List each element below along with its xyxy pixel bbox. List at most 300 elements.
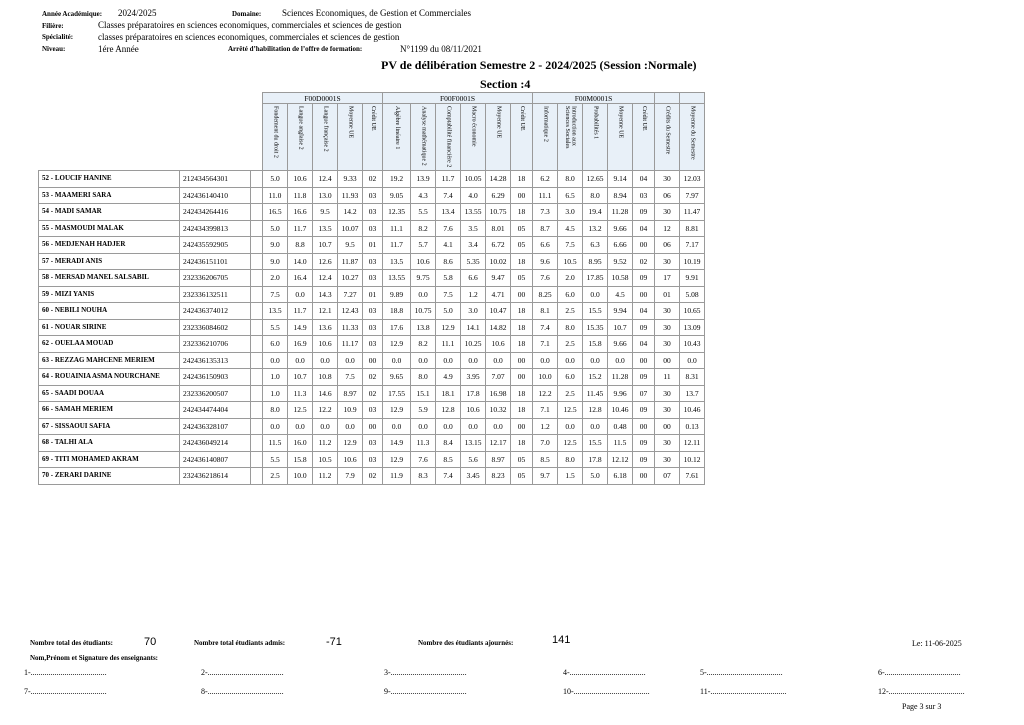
specialite-value: classes préparatoires en sciences economiques, commerciales et sciences de gestion [98,32,400,42]
grade-cell: 30 [655,435,680,452]
column-header: Probabilités 1 [592,106,599,140]
grade-cell: 10.0 [288,468,313,485]
grade-cell: 15.2 [583,369,608,386]
grades-table [38,92,705,485]
grade-cell: 11.9 [383,468,411,485]
grade-cell: 2.5 [558,385,583,402]
grade-cell: 9.14 [608,171,633,188]
grade-cell: 5.5 [411,204,436,221]
grade-cell: 13.55 [461,204,486,221]
grade-cell: 3.0 [558,204,583,221]
grade-cell: 4.3 [411,187,436,204]
grade-cell: 01 [655,286,680,303]
grade-cell: 8.25 [533,286,558,303]
grade-cell: 2.0 [263,270,288,287]
signature-label: Nom,Prénom et Signature des enseignants: [30,654,159,662]
grade-cell: 03 [363,220,383,237]
grade-cell: 30 [655,385,680,402]
grade-cell: 30 [655,253,680,270]
grade-cell: 2.5 [558,303,583,320]
grade-cell: 12.2 [313,402,338,419]
grade-cell: 30 [655,402,680,419]
table-row [39,171,705,188]
signature-line: 11-...................................... [700,687,787,696]
grade-cell: 17 [655,270,680,287]
grade-cell: 0.0 [313,352,338,369]
grade-cell: 11.5 [263,435,288,452]
grade-cell: 7.1 [533,402,558,419]
grade-cell: 9.05 [383,187,411,204]
grade-cell: 7.27 [338,286,363,303]
spacer-cell [251,435,263,452]
grade-cell: 13.6 [313,319,338,336]
grade-cell: 1.0 [263,369,288,386]
grade-cell: 05 [511,451,533,468]
grade-cell: 03 [363,451,383,468]
grade-cell: 11.45 [583,385,608,402]
grade-cell: 01 [363,286,383,303]
grade-cell: 0.0 [608,352,633,369]
grade-cell: 11.3 [288,385,313,402]
grade-cell: 00 [511,187,533,204]
grade-cell: 7.4 [533,319,558,336]
annee-value: 2024/2025 [118,8,157,18]
grade-cell: 8.7 [533,220,558,237]
grade-cell: 9.66 [608,220,633,237]
table-row [39,270,705,287]
grade-cell: 09 [633,402,655,419]
grade-cell: 11.17 [338,336,363,353]
grade-cell: 3.45 [461,468,486,485]
grade-cell: 03 [363,319,383,336]
grade-cell: 0.0 [263,418,288,435]
grade-cell: 09 [633,369,655,386]
grade-cell: 0.0 [338,352,363,369]
adjourned-value: 141 [552,634,571,646]
grade-cell: 8.81 [680,220,705,237]
grade-cell: 17.8 [583,451,608,468]
grade-cell: 9.75 [411,270,436,287]
spacer-cell [251,237,263,254]
grade-cell: 8.0 [558,319,583,336]
page-title: PV de délibération Semestre 2 - 2024/2025 (Session :Normale) [381,58,697,72]
grade-cell: 9.91 [680,270,705,287]
grade-cell: 00 [633,237,655,254]
grade-cell: 7.1 [533,336,558,353]
grade-cell: 15.1 [411,385,436,402]
spacer-cell [251,303,263,320]
grade-cell: 19.4 [583,204,608,221]
grade-cell: 2.0 [558,270,583,287]
grade-cell: 10.43 [680,336,705,353]
grade-cell: 11.28 [608,369,633,386]
grade-cell: 8.6 [436,253,461,270]
grade-cell: 13.15 [461,435,486,452]
grade-cell: 02 [363,369,383,386]
grade-cell: 2.5 [558,336,583,353]
grade-cell: 4.5 [558,220,583,237]
student-name: 67 - SISSAOUI SAFIA [39,418,180,435]
grade-cell: 04 [633,220,655,237]
column-header: Algèbre linéaire 1 [393,106,400,150]
grade-cell: 0.0 [436,352,461,369]
grade-cell: 0.0 [583,286,608,303]
grade-cell: 14.0 [288,253,313,270]
grade-cell: 11.7 [383,237,411,254]
grade-cell: 6.6 [533,237,558,254]
grade-cell: 11.7 [288,220,313,237]
grade-cell: 17.8 [461,385,486,402]
grade-cell: 15.8 [583,336,608,353]
student-name: 57 - MERADI ANIS [39,253,180,270]
grade-cell: 13.8 [411,319,436,336]
student-name: 63 - REZZAG MAHCENE MERIEM [39,352,180,369]
grade-cell: 18 [511,402,533,419]
grade-cell: 04 [633,171,655,188]
student-name: 52 - LOUCIF HANINE [39,171,180,188]
grade-cell: 1.2 [533,418,558,435]
grade-cell: 11.3 [411,435,436,452]
grade-cell: 03 [363,204,383,221]
grade-cell: 00 [655,352,680,369]
grade-cell: 9.94 [608,303,633,320]
grade-cell: 9.96 [608,385,633,402]
grade-cell: 11.1 [436,336,461,353]
grade-cell: 5.0 [263,220,288,237]
grade-cell: 11 [655,369,680,386]
spacer-cell [251,187,263,204]
student-matricule: 232336210706 [180,336,251,353]
grade-cell: 10.7 [608,319,633,336]
table-row [39,451,705,468]
spacer-cell [251,171,263,188]
grade-cell: 14.1 [461,319,486,336]
grade-cell: 15.35 [583,319,608,336]
grade-cell: 1.0 [263,385,288,402]
grade-cell: 12 [655,220,680,237]
grade-cell: 4.0 [461,187,486,204]
spacer-cell [251,451,263,468]
grade-cell: 8.0 [583,187,608,204]
grade-cell: 0.0 [583,352,608,369]
grade-cell: 8.94 [608,187,633,204]
grade-cell: 6.0 [558,286,583,303]
grade-cell: 12.17 [486,435,511,452]
grade-cell: 13.55 [383,270,411,287]
grade-cell: 13.5 [383,253,411,270]
grade-cell: 0.0 [436,418,461,435]
grade-cell: 7.61 [680,468,705,485]
grade-cell: 18.8 [383,303,411,320]
grade-cell: 6.0 [558,369,583,386]
student-name: 60 - NEBILI NOUHA [39,303,180,320]
grade-cell: 13.5 [263,303,288,320]
grade-cell: 5.0 [263,171,288,188]
column-header: Crédit UE [518,106,525,131]
grade-cell: 0.0 [583,418,608,435]
table-row [39,369,705,386]
grade-cell: 14.2 [338,204,363,221]
grade-cell: 0.0 [533,352,558,369]
grade-cell: 16.0 [288,435,313,452]
grade-cell: 07 [655,468,680,485]
grade-cell: 09 [633,435,655,452]
grade-cell: 0.0 [383,352,411,369]
grade-cell: 00 [511,352,533,369]
document-date: Le: 11-06-2025 [912,639,962,648]
grade-cell: 05 [511,468,533,485]
grade-cell: 11.7 [436,171,461,188]
grade-cell: 10.7 [313,237,338,254]
column-header: Moyenne du Semestre [689,106,696,160]
grade-cell: 10.12 [680,451,705,468]
domaine-value: Sciences Economiques, de Gestion et Commerciales [282,8,471,18]
module-header: F00M0001S [533,93,655,104]
student-name: 62 - OUELAA MOUAD [39,336,180,353]
grade-cell: 8.5 [436,451,461,468]
grade-cell: 16.4 [288,270,313,287]
grade-cell: 6.72 [486,237,511,254]
student-matricule: 242436328107 [180,418,251,435]
grade-cell: 9.33 [338,171,363,188]
grade-cell: 3.95 [461,369,486,386]
grade-cell: 4.1 [436,237,461,254]
grade-cell: 0.0 [383,418,411,435]
student-name: 66 - SAMAH MERIEM [39,402,180,419]
grade-cell: 09 [633,270,655,287]
grade-cell: 0.0 [411,418,436,435]
table-row [39,319,705,336]
student-matricule: 242436049214 [180,435,251,452]
grade-cell: 00 [633,286,655,303]
grade-cell: 8.0 [558,451,583,468]
grade-cell: 10.6 [461,402,486,419]
grade-cell: 8.2 [411,336,436,353]
table-row [39,253,705,270]
grade-cell: 5.0 [583,468,608,485]
grade-cell: 3.4 [461,237,486,254]
student-matricule: 242436151101 [180,253,251,270]
grade-cell: 4.71 [486,286,511,303]
student-matricule: 242436150903 [180,369,251,386]
grade-cell: 7.6 [533,270,558,287]
signature-line: 6-...................................... [878,668,961,677]
student-name: 56 - MEDJENAH HADJER [39,237,180,254]
student-matricule: 232336200507 [180,385,251,402]
grade-cell: 13.5 [313,220,338,237]
column-header: Crédits du Semestre [664,106,671,155]
table-row [39,435,705,452]
grade-cell: 19.2 [383,171,411,188]
grade-cell: 18 [511,171,533,188]
grade-cell: 0.0 [313,418,338,435]
table-row [39,418,705,435]
table-row [39,220,705,237]
grade-cell: 11.93 [338,187,363,204]
signature-line: 10-...................................... [563,687,650,696]
grade-cell: 9.89 [383,286,411,303]
grade-cell: 10.75 [411,303,436,320]
grade-cell: 30 [655,171,680,188]
grade-cell: 10.47 [486,303,511,320]
grade-cell: 00 [633,418,655,435]
grade-cell: 10.6 [486,336,511,353]
spacer-cell [251,336,263,353]
admitted-value: -71 [326,636,342,648]
signature-line: 5-...................................... [700,668,783,677]
grade-cell: 00 [633,468,655,485]
signature-line: 9-...................................... [384,687,467,696]
grade-cell: 6.2 [533,171,558,188]
student-name: 64 - ROUAINIA ASMA NOURCHANE [39,369,180,386]
student-name: 55 - MASMOUDI MALAK [39,220,180,237]
grade-cell: 06 [655,237,680,254]
grade-cell: 14.6 [313,385,338,402]
grade-cell: 8.31 [680,369,705,386]
grade-cell: 9.5 [338,237,363,254]
grade-cell: 11.47 [680,204,705,221]
grade-cell: 9.65 [383,369,411,386]
filiere-label: Filière: [42,22,64,30]
grade-cell: 05 [511,220,533,237]
student-name: 61 - NOUAR SIRINE [39,319,180,336]
grade-cell: 03 [363,303,383,320]
grade-cell: 3.5 [461,220,486,237]
table-row [39,352,705,369]
column-header: Macro économie [470,106,477,147]
student-name: 69 - TITI MOHAMED AKRAM [39,451,180,468]
grade-cell: 10.19 [680,253,705,270]
signature-line: 8-...................................... [201,687,284,696]
grade-cell: 15.8 [288,451,313,468]
grade-cell: 15.5 [583,303,608,320]
grade-cell: 7.5 [436,286,461,303]
student-matricule: 212434564301 [180,171,251,188]
grade-cell: 0.0 [411,352,436,369]
grade-cell: 10.5 [558,253,583,270]
grade-cell: 30 [655,204,680,221]
grade-cell: 7.5 [338,369,363,386]
student-matricule: 242436140807 [180,451,251,468]
grade-cell: 03 [363,270,383,287]
grade-cell: 8.0 [263,402,288,419]
column-header: Fondement du droit 2 [272,106,279,158]
total-students-value: 70 [144,636,157,648]
grade-cell: 8.5 [533,451,558,468]
grade-cell: 0.0 [461,352,486,369]
student-matricule: 242434474404 [180,402,251,419]
grade-cell: 0.0 [558,352,583,369]
grade-cell: 12.8 [583,402,608,419]
grade-cell: 06 [655,187,680,204]
grade-cell: 12.9 [383,451,411,468]
grade-cell: 10.02 [486,253,511,270]
student-name: 70 - ZERARI DARINE [39,468,180,485]
grade-cell: 5.8 [436,270,461,287]
module-header: F00D0001S [263,93,383,104]
table-row [39,286,705,303]
grade-cell: 10.58 [608,270,633,287]
grade-cell: 12.8 [436,402,461,419]
spacer-cell [251,220,263,237]
grade-cell: 14.3 [313,286,338,303]
grade-cell: 03 [363,336,383,353]
grade-cell: 10.25 [461,336,486,353]
grade-cell: 0.0 [680,352,705,369]
grade-cell: 10.07 [338,220,363,237]
column-header: Informatique 2 [542,106,549,142]
column-header: Comptabilité financière 2 [445,106,452,168]
grade-cell: 7.07 [486,369,511,386]
module-header: F00F0001S [383,93,533,104]
grade-cell: 01 [363,237,383,254]
grade-cell: 6.6 [461,270,486,287]
grade-cell: 03 [363,435,383,452]
table-row [39,303,705,320]
grade-cell: 1.5 [558,468,583,485]
grade-cell: 6.29 [486,187,511,204]
grade-cell: 10.75 [486,204,511,221]
column-header: Moyenne UE [495,106,502,139]
grade-cell: 0.0 [288,286,313,303]
column-header: Crédit UE [369,106,376,131]
grade-cell: 5.08 [680,286,705,303]
grade-cell: 11.2 [313,468,338,485]
grade-cell: 12.11 [680,435,705,452]
grade-cell: 12.9 [338,435,363,452]
grade-cell: 12.4 [313,270,338,287]
grade-cell: 11.5 [608,435,633,452]
grade-cell: 16.98 [486,385,511,402]
column-header: Langue anglaise 2 [297,106,304,150]
grade-cell: 12.6 [313,253,338,270]
column-header: Introduction aux Sciences Sociales [564,106,577,149]
grade-cell: 8.1 [533,303,558,320]
grade-cell: 12.65 [583,171,608,188]
grade-cell: 6.18 [608,468,633,485]
arrete-label: Arrêté d’habilitation de l’offre de formation: [228,45,363,53]
grade-cell: 7.3 [533,204,558,221]
grade-cell: 12.9 [383,336,411,353]
grade-cell: 4.9 [436,369,461,386]
student-name: 54 - MADI SAMAR [39,204,180,221]
grade-cell: 00 [363,418,383,435]
grade-cell: 11.7 [288,303,313,320]
grade-cell: 6.5 [558,187,583,204]
grade-cell: 04 [633,303,655,320]
grade-cell: 5.6 [461,451,486,468]
student-name: 58 - MERSAD MANEL SALSABIL [39,270,180,287]
grade-cell: 5.9 [411,402,436,419]
grade-cell: 9.7 [533,468,558,485]
grade-cell: 9.66 [608,336,633,353]
grade-cell: 14.9 [383,435,411,452]
column-header: Analyse mathématique 2 [420,106,427,166]
grade-cell: 18 [511,204,533,221]
grade-cell: 30 [655,303,680,320]
grade-cell: 0.0 [288,418,313,435]
grade-cell: 0.0 [486,418,511,435]
domaine-label: Domaine: [232,10,262,18]
grade-cell: 6.0 [263,336,288,353]
niveau-label: Niveau: [42,45,66,53]
grade-cell: 00 [511,369,533,386]
grade-cell: 10.6 [313,336,338,353]
grade-cell: 10.05 [461,171,486,188]
grade-cell: 12.12 [608,451,633,468]
grade-cell: 13.9 [411,171,436,188]
spacer-cell [251,204,263,221]
